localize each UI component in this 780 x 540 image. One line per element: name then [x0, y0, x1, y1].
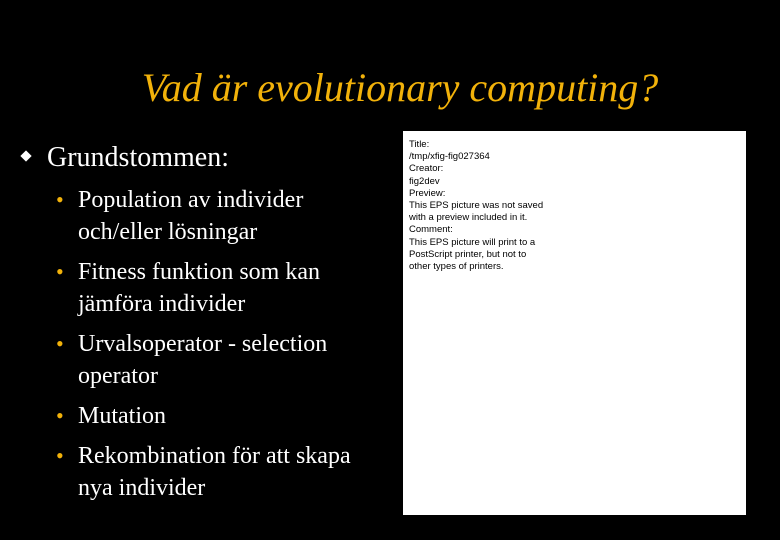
eps-placeholder-line: fig2dev	[409, 175, 440, 187]
sub-bullet-item	[56, 184, 386, 248]
sub-bullet-icon: •	[56, 187, 64, 212]
eps-placeholder-line: This EPS picture was not saved	[409, 200, 544, 212]
eps-placeholder-line: Preview:	[409, 187, 446, 199]
sub-bullet-item	[56, 328, 386, 392]
sub-bullet-text: Population av individer och/eller lösningar	[78, 187, 304, 245]
eps-image-placeholder	[403, 131, 746, 515]
sub-bullet-icon: •	[56, 403, 64, 428]
eps-placeholder-line: /tmp/xfig-fig027364	[409, 151, 490, 163]
main-bullet-item	[22, 140, 229, 176]
sub-bullet-text: Fitness funktion som kan jämföra individer	[78, 259, 321, 317]
eps-placeholder-line: Creator:	[409, 163, 444, 175]
eps-placeholder-line: Title:	[409, 139, 430, 150]
diamond-bullet-icon	[20, 150, 31, 161]
sub-bullet-item	[56, 400, 386, 432]
sub-bullet-icon: •	[56, 331, 64, 356]
sub-bullet-text: Urvalsoperator - selection operator	[78, 331, 328, 389]
eps-placeholder-line: with a preview included in it.	[409, 212, 528, 224]
slide-title: Vad är evolutionary computing?	[141, 65, 659, 110]
eps-placeholder-line: Comment:	[409, 224, 453, 236]
main-bullet-text: Grundstommen:	[47, 142, 229, 173]
sub-bullet-text: Mutation	[78, 403, 166, 429]
sub-bullet-item	[56, 256, 386, 320]
sub-bullet-item	[56, 440, 386, 504]
sub-bullet-icon: •	[56, 259, 64, 284]
eps-placeholder-text	[409, 139, 543, 273]
eps-placeholder-line: other types of printers.	[409, 261, 504, 273]
sub-bullet-icon: •	[56, 443, 64, 468]
sub-bullet-text: Rekombination för att skapa nya individer	[78, 443, 351, 501]
eps-placeholder-line: PostScript printer, but not to	[409, 248, 527, 260]
eps-placeholder-line: This EPS picture will print to a	[409, 236, 536, 248]
sub-bullet-list	[56, 184, 386, 512]
